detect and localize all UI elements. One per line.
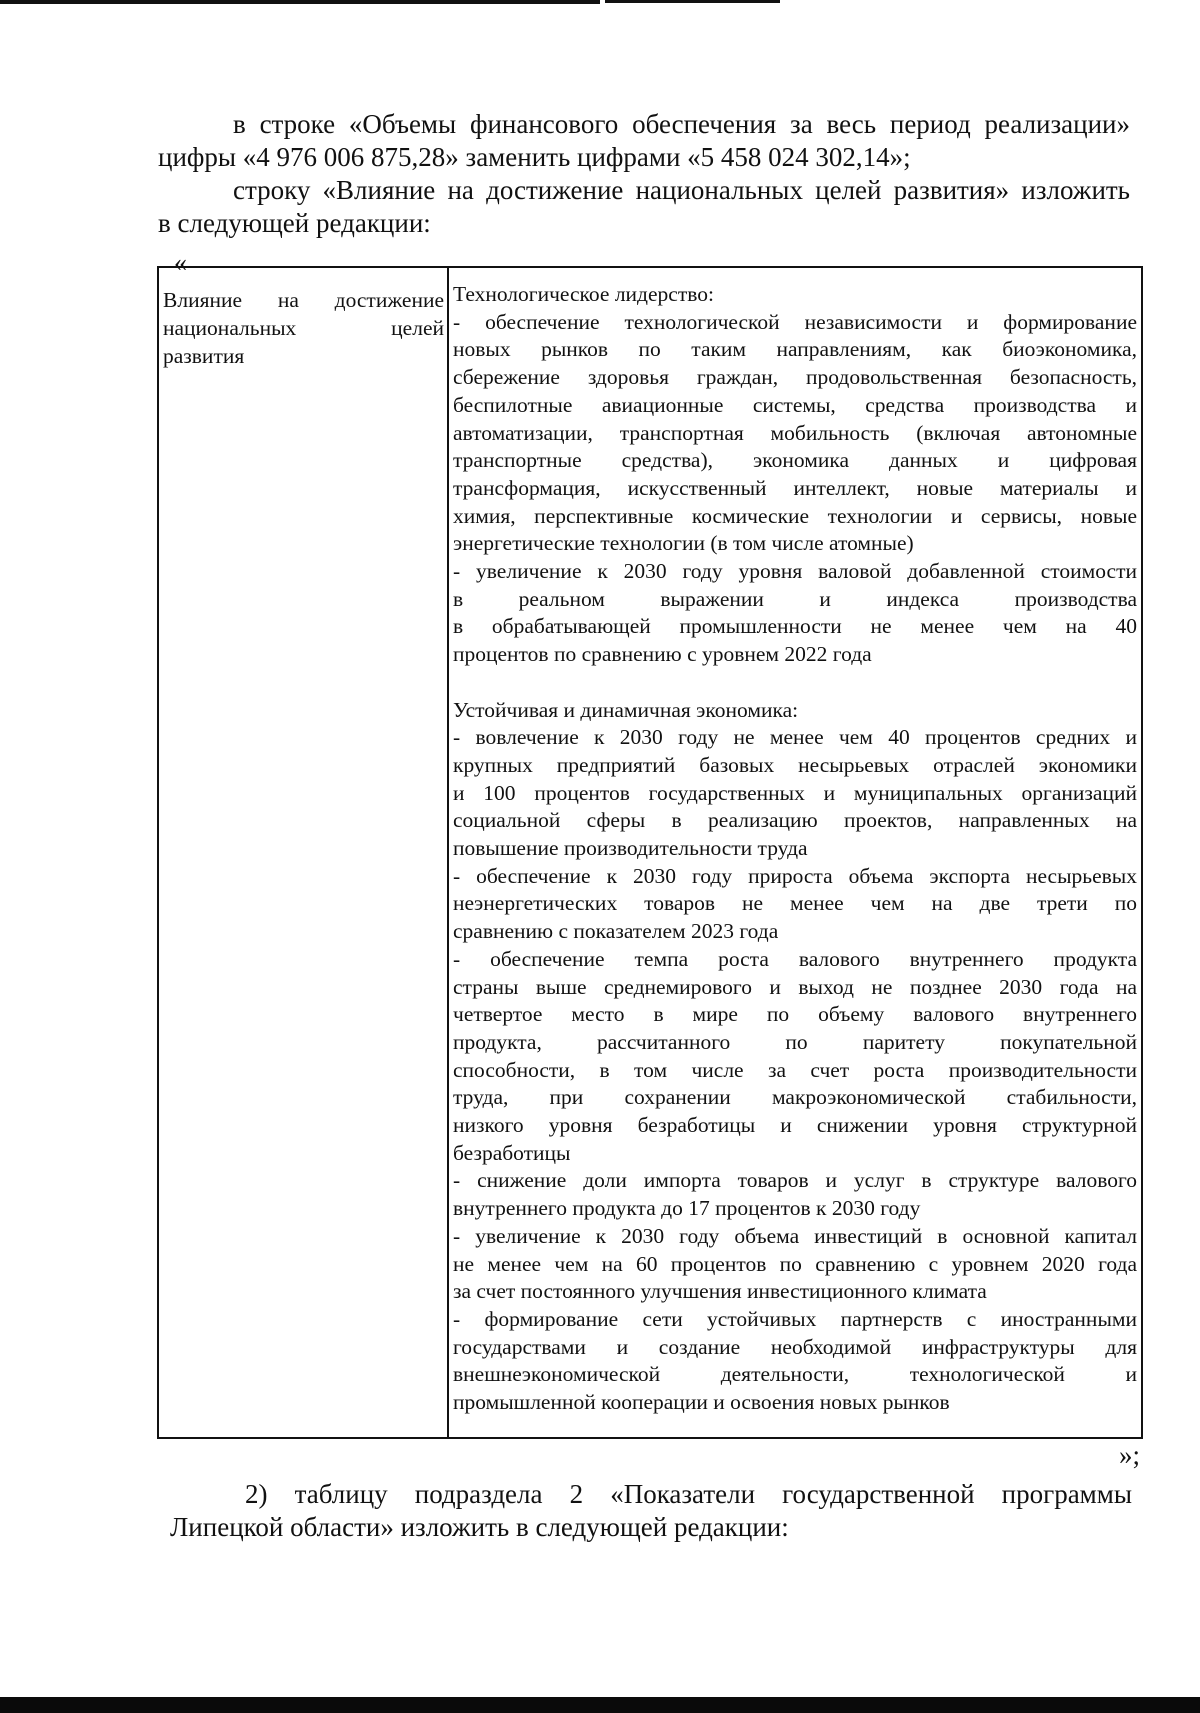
table-text-line: - увеличение к 2030 году объема инвестиций в основной капитал <box>453 1223 1137 1248</box>
table-text-line: сбережение здоровья граждан, продовольственная безопасность, <box>453 365 1137 390</box>
intro-line-2: цифры «4 976 006 875,28» заменить цифрами «5 458 024 302,14»; <box>158 142 911 172</box>
table-text-line: четвертое место в мире по объему валового внутреннего <box>453 1002 1137 1027</box>
table-text-line: энергетические технологии (в том числе атомные) <box>453 531 914 556</box>
table-text-line: низкого уровня безработицы и снижении уровня структурной <box>453 1113 1137 1138</box>
table-text-line: внутреннего продукта до 17 процентов к 2030 году <box>453 1196 921 1221</box>
left-cell-line: национальных целей <box>163 316 444 340</box>
table-text-line: - формирование сети устойчивых партнерств с иностранными <box>453 1307 1137 1331</box>
table-text-line: и 100 процентов государственных и муниципальных организаций <box>453 780 1137 805</box>
table-text-line: повышение производительности труда <box>453 836 808 861</box>
sustainable-economy-block <box>453 697 1137 1417</box>
table-text-line: за счет постоянного улучшения инвестиционного климата <box>453 1279 987 1304</box>
table-text-line: Технологическое лидерство: <box>453 282 714 306</box>
intro-line-1: в строке «Объемы финансового обеспечения за весь период реализации» <box>233 109 1130 139</box>
table-text-line: - обеспечение технологической независимости и формирование <box>453 309 1137 334</box>
table-text-line: не менее чем на 60 процентов по сравнению с уровнем 2020 года <box>453 1251 1137 1276</box>
intro-line-4: в следующей редакции: <box>158 208 431 238</box>
outro-line-1: 2) таблицу подраздела 2 «Показатели государственной программы <box>245 1479 1132 1509</box>
table-text-line: трансформация, искусственный интеллект, новые материалы и <box>453 475 1137 500</box>
table-column-divider <box>447 268 449 1437</box>
technology-leadership-block <box>453 281 1137 669</box>
bottom-edge-band <box>0 1697 1200 1713</box>
table-text-line: страны выше среднемирового и выход не позднее 2030 года на <box>453 974 1137 999</box>
table-text-line: труда, при сохранении макроэкономической стабильности, <box>453 1085 1137 1110</box>
table-text-line: в реальном выражении и индекса производства <box>453 586 1137 611</box>
table-text-line: новых рынков по таким направлениям, как биоэкономика, <box>453 337 1137 362</box>
intro-line-3: строку «Влияние на достижение национальных целей развития» изложить <box>233 175 1130 205</box>
table-text-line: - снижение доли импорта товаров и услуг в структуре валового <box>453 1168 1137 1193</box>
table-text-line: промышленной кооперации и освоения новых рынков <box>453 1390 950 1415</box>
table-text-line: - вовлечение к 2030 году не менее чем 40 процентов средних и <box>453 725 1137 750</box>
table-text-line: безработицы <box>453 1140 571 1165</box>
table-text-line: продукта, рассчитанного по паритету покупательной <box>453 1029 1137 1054</box>
top-edge-line-short <box>605 0 780 3</box>
table-text-line: социальной сферы в реализацию проектов, направленных на <box>453 808 1137 833</box>
table-text-line: неэнергетических товаров не менее чем на две трети по <box>453 891 1137 916</box>
table-text-line: - обеспечение к 2030 году прироста объема экспорта несырьевых <box>453 863 1137 888</box>
table-left-cell <box>159 286 447 370</box>
outro-line-2: Липецкой области» изложить в следующей редакции: <box>170 1512 789 1542</box>
table-text-line: Устойчивая и динамичная экономика: <box>453 697 799 722</box>
table-text-line: в обрабатывающей промышленности не менее чем на 40 <box>453 614 1137 639</box>
left-cell-line: развития <box>163 344 245 368</box>
table-text-line: транспортные средства), экономика данных и цифровая <box>453 448 1137 473</box>
table-text-line: сравнению с показателем 2023 года <box>453 919 779 944</box>
table-text-line: крупных предприятий базовых несырьевых отраслей экономики <box>453 752 1137 777</box>
table-text-line: автоматизации, транспортная мобильность (включая автономные <box>453 420 1137 445</box>
table-text-line: беспилотные авиационные системы, средства производства и <box>453 392 1137 417</box>
table-text-line: - обеспечение темпа роста валового внутреннего продукта <box>453 946 1137 971</box>
table-text-line: - увеличение к 2030 году уровня валовой добавленной стоимости <box>453 559 1137 584</box>
opening-quote-mark: « <box>174 248 187 277</box>
table-text-line: процентов по сравнению с уровнем 2022 года <box>453 642 872 667</box>
influence-table <box>157 266 1143 1439</box>
left-cell-line: Влияние на достижение <box>163 288 444 312</box>
table-text-line: способности, в том числе за счет роста производительности <box>453 1057 1137 1082</box>
table-text-line: внешнеэкономической деятельности, технологической и <box>453 1362 1137 1387</box>
table-text-line: химия, перспективные космические технологии и сервисы, новые <box>453 503 1137 528</box>
table-right-cell <box>450 281 1140 1417</box>
closing-quote-mark: »; <box>1118 1440 1140 1470</box>
table-text-line: государствами и создание необходимой инфраструктуры для <box>453 1334 1137 1359</box>
top-edge-line <box>0 0 600 4</box>
